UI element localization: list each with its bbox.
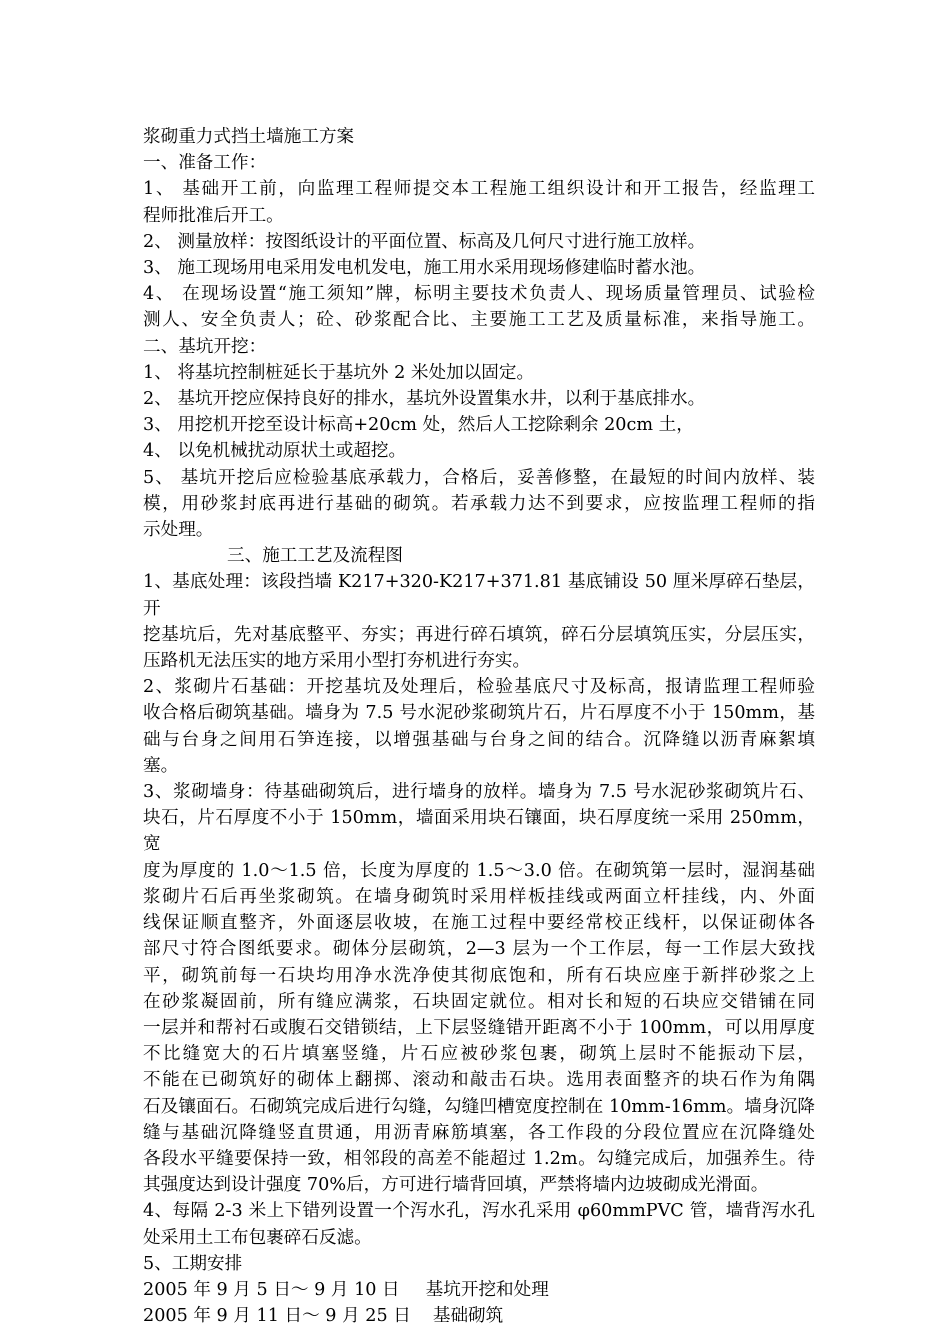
paragraph-line: 2、 测量放样：按图纸设计的平面位置、标高及几何尺寸进行施工放样。: [143, 231, 706, 252]
paragraph-foundation-treatment: [143, 569, 815, 674]
paragraph-line: 1、基底处理：该段挡墙 K217+320-K217+371.81 基底铺设 50 厘米厚碎石垫层，开: [143, 572, 815, 619]
paragraph-line: 不比缝宽大的石片填塞竖缝，片石应被砂浆包裹，砌筑上层时不能振动下层，: [143, 1044, 815, 1065]
paragraph-line: 处采用土工布包裹碎石反滤。: [143, 1227, 372, 1248]
paragraph-line: 在砂浆凝固前，所有缝应满浆，石块固定就位。相对长和短的石块应交错铺在同: [143, 991, 815, 1012]
paragraph-drain-holes: [143, 1198, 815, 1250]
paragraph-line: 示处理。: [143, 520, 214, 541]
paragraph-line: 础与台身之间用石笋连接，以增强基础与台身之间的结合。沉降缝以沥青麻絮填: [143, 729, 815, 750]
paragraph-line: 塞。: [143, 755, 179, 776]
schedule-task: 基础砌筑: [432, 1306, 504, 1327]
paragraph-line: 2、浆砌片石基础：开挖基坑及处理后，检验基底尺寸及标高，报请监理工程师验: [143, 677, 815, 698]
paragraph-line: 线保证顺直整齐，外面逐层收坡，在施工过程中要经常校正线杆，以保证砌体各: [143, 913, 815, 934]
paragraph-line: 一层并和帮衬石或腹石交错锁结，上下层竖缝错开距离不小于 100mm，可以用厚度: [143, 1017, 815, 1038]
paragraph-line: 5、 基坑开挖后应检验基底承载力，合格后，妥善修整，在最短的时间内放样、装: [143, 467, 815, 488]
paragraph-line: 压路机无法压实的地方采用小型打夯机进行夯实。: [143, 651, 531, 672]
document-body: [143, 124, 815, 1329]
paragraph-line: 度为厚度的 1.0～1.5 倍，长度为厚度的 1.5～3.0 倍。在砌筑第一层时，湿润基础: [143, 860, 815, 881]
paragraph-line: 3、 施工现场用电采用发电机发电，施工用水采用现场修建临时蓄水池。: [143, 258, 706, 279]
paragraph-line: 各段水平缝要保持一致，相邻段的高差不能超过 1.2m。勾缝完成后，加强养生。待: [143, 1148, 815, 1169]
schedule-task: 基坑开挖和处理: [425, 1279, 549, 1300]
paragraph-line: 收合格后砌筑基础。墙身为 7.5 号水泥砂浆砌筑片石，片石厚度不小于 150mm，基: [143, 703, 815, 724]
paragraph-line: 4、 在现场设置“施工须知”牌，标明主要技术负责人、现场质量管理员、试验检: [143, 284, 815, 305]
paragraph-line: 程师批准后开工。: [143, 205, 284, 226]
schedule-date: 2005 年 9 月 11 日～ 9 月 25 日: [143, 1306, 411, 1327]
paragraph-line: 模，用砂浆封底再进行基础的砌筑。若承载力达不到要求，应按监理工程师的指: [143, 493, 815, 514]
section-heading-process: 三、施工工艺及流程图: [227, 546, 403, 567]
paragraph-line: 2、 基坑开挖应保持良好的排水，基坑外设置集水井，以利于基底排水。: [143, 389, 706, 410]
paragraph-line: 浆砌片石后再坐浆砌筑。在墙身砌筑时采用样板挂线或两面立杆挂线，内、外面: [143, 886, 815, 907]
paragraph-line: 3、 用挖机开挖至设计标高+20cm 处，然后人工挖除剩余 20cm 土，: [143, 415, 694, 436]
paragraph-line: 块石，片石厚度不小于 150mm，墙面采用块石镶面，块石厚度统一采用 250mm，宽: [143, 808, 815, 855]
schedule-row: [143, 1277, 815, 1303]
paragraph-line: 挖基坑后，先对基底整平、夯实；再进行碎石填筑，碎石分层填筑压实，分层压实，: [143, 624, 815, 645]
schedule-date: 2005 年 9 月 5 日～ 9 月 10 日: [143, 1279, 400, 1300]
paragraph-line: 平，砌筑前每一石块均用净水洗净使其彻底饱和，所有石块应座于新拌砂浆之上: [143, 965, 815, 986]
paragraph-line: 石及镶面石。石砌筑完成后进行勾缝，勾缝凹槽宽度控制在 10mm-16mm。墙身沉降: [143, 1096, 815, 1117]
paragraph-rubble-foundation: [143, 674, 815, 779]
paragraph-line: 4、 以免机械扰动原状土或超挖。: [143, 441, 407, 462]
paragraph-line: 测人、安全负责人；砼、砂浆配合比、主要施工工艺及质量标准，来指导施工。: [143, 310, 815, 331]
document-title: 浆砌重力式挡土墙施工方案: [143, 127, 355, 147]
section-heading-preparation: 一、准备工作：: [143, 153, 267, 174]
section-heading-excavation: 二、基坑开挖：: [143, 336, 267, 357]
schedule-list: [143, 1277, 815, 1329]
paragraph-wall-body: [143, 779, 815, 1198]
paragraph-line: 其强度达到设计强度 70%后，方可进行墙背回填，严禁将墙内边坡砌成光滑面。: [143, 1175, 769, 1196]
paragraph-line: 4、每隔 2-3 米上下错列设置一个泻水孔，泻水孔采用 φ60mmPVC 管，墙背泻水孔: [143, 1201, 815, 1222]
paragraph-line: 3、浆砌墙身：待基础砌筑后，进行墙身的放样。墙身为 7.5 号水泥砂浆砌筑片石、: [143, 782, 815, 803]
paragraph-line: 部尺寸符合图纸要求。砌体分层砌筑，2—3 层为一个工作层，每一工作层大致找: [143, 939, 815, 960]
paragraph-line: 不能在已砌筑好的砌体上翻掷、滚动和敲击石块。选用表面整齐的块石作为角隅: [143, 1070, 815, 1091]
paragraph-line: 缝与基础沉降缝竖直贯通，用沥青麻筋填塞，各工作段的分段位置应在沉降缝处: [143, 1122, 815, 1143]
paragraph-line: 1、 基础开工前，向监理工程师提交本工程施工组织设计和开工报告，经监理工: [143, 179, 815, 200]
schedule-heading: 5、工期安排: [143, 1253, 243, 1274]
schedule-row: [143, 1303, 815, 1329]
paragraph-line: 1、 将基坑控制桩延长于基坑外 2 米处加以固定。: [143, 362, 535, 383]
